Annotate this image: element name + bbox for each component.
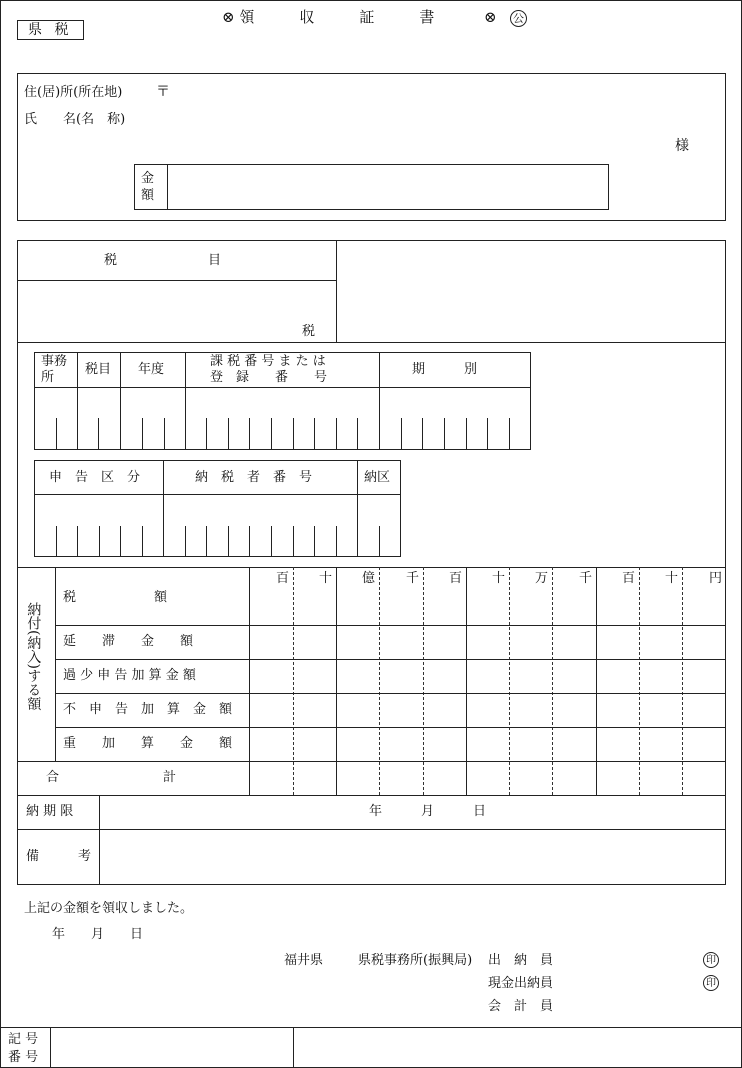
digit-header: 千	[579, 571, 593, 586]
digit-tick	[401, 418, 402, 450]
digit-tick	[56, 526, 57, 557]
public-seal-mark	[510, 10, 527, 27]
codes-col-4	[379, 352, 380, 450]
amounts-top-line	[17, 567, 726, 568]
role-cashier: 出 納 員	[488, 953, 554, 968]
digit-tick	[466, 418, 467, 450]
honorific: 様	[675, 138, 689, 154]
amount-row-label: 不 申 告 加 算 金 額	[63, 702, 233, 717]
amounts-side-label: 納付(納入)する額	[25, 602, 42, 711]
amount-row-label: 重 加 算 金 額	[63, 736, 233, 751]
codes-col-2	[120, 352, 121, 450]
public-seal-label: 公	[510, 10, 527, 27]
amount-divider	[167, 164, 168, 210]
footer-top-line	[0, 1027, 742, 1028]
taxpayer-number-label: 納 税 者 番 号	[195, 470, 313, 485]
declaration-col-1	[163, 460, 164, 557]
record-number-label-2: 番 号	[8, 1050, 39, 1065]
postal-mark: 〒	[156, 84, 170, 100]
tax-number-label-1: 課 税 番 号 ま た は	[210, 354, 326, 369]
total-label: 合 計	[46, 770, 177, 785]
receipt-date: 年 月 日	[52, 927, 144, 942]
receipt-statement: 上記の金額を領収しました。	[24, 901, 194, 916]
digit-tick	[99, 526, 100, 557]
digit-header: 十	[665, 571, 679, 586]
digit-tick	[293, 526, 294, 557]
amount-row-label: 税 額	[63, 590, 168, 605]
digit-tick	[314, 418, 315, 450]
digit-header: 十	[492, 571, 506, 586]
period-label: 期 別	[412, 362, 478, 377]
digit-header: 百	[449, 571, 463, 586]
footer-divider-2	[293, 1027, 294, 1068]
amount-row-label: 過 少 申 告 加 算 金 額	[63, 668, 196, 683]
digit-tick	[357, 418, 358, 450]
declaration-header-line	[34, 494, 401, 495]
codes-header-line	[34, 387, 531, 388]
remarks-label: 備 考	[26, 849, 92, 864]
tax-number-label-2: 登 録 番 号	[210, 370, 328, 385]
amount-box	[134, 164, 609, 210]
digit-tick	[185, 526, 186, 557]
digit-tick	[487, 418, 488, 450]
digit-header: 百	[276, 571, 290, 586]
digit-tick	[509, 418, 510, 450]
digit-tick	[249, 526, 250, 557]
document-title: ⊗ 領 収 証 書	[222, 8, 435, 26]
digit-tick	[444, 418, 445, 450]
digit-tick	[206, 526, 207, 557]
digit-tick	[120, 526, 121, 557]
digit-header: 万	[535, 571, 549, 586]
digit-tick	[422, 418, 423, 450]
amount-label-top: 金	[141, 171, 155, 186]
tax-type-label: 県 税	[28, 22, 73, 38]
amount-row-line	[55, 659, 726, 660]
digit-tick	[77, 526, 78, 557]
tax-item-divider	[336, 240, 337, 342]
tax-item-header-line	[17, 280, 336, 281]
office-name: 県税事務所(振興局)	[358, 953, 473, 968]
digit-tick	[206, 418, 207, 450]
due-date-label: 納 期 限	[26, 804, 74, 819]
role-cash-cashier: 現金出納員	[488, 976, 554, 991]
digit-tick	[98, 418, 99, 450]
year-label: 年度	[138, 362, 165, 377]
codes-col-1	[77, 352, 78, 450]
seal-mark-1	[703, 952, 719, 968]
codes-col-3	[185, 352, 186, 450]
amount-row-label: 延 滞 金 額	[63, 634, 194, 649]
tax-item-suffix: 税	[302, 324, 316, 339]
due-label-divider	[99, 795, 100, 885]
seal-icon: 印	[703, 975, 719, 991]
declaration-col-2	[357, 460, 358, 557]
office-label-1: 事務	[41, 354, 68, 369]
declaration-category-label: 申 告 区 分	[49, 470, 141, 485]
digit-header: 円	[709, 571, 723, 586]
codes-section-top	[17, 342, 726, 343]
tax-code-label: 税目	[85, 362, 112, 377]
tax-item-header: 税 目	[104, 253, 222, 268]
role-accountant: 会 計 員	[488, 999, 554, 1014]
digit-tick	[336, 418, 337, 450]
digit-tick	[271, 526, 272, 557]
digit-tick	[228, 526, 229, 557]
digit-header: 億	[362, 571, 376, 586]
seal-mark-2	[703, 975, 719, 991]
record-number-label-1: 記 号	[8, 1032, 39, 1047]
amount-row-line	[55, 727, 726, 728]
digit-tick	[56, 418, 57, 450]
name-label: 氏 名(名 称)	[24, 112, 126, 127]
digit-tick	[142, 526, 143, 557]
amount-row-line	[55, 625, 726, 626]
payment-zone-label: 納区	[364, 470, 391, 485]
digit-header: 千	[406, 571, 420, 586]
remarks-top-line	[17, 829, 726, 830]
amount-label-bottom: 額	[141, 188, 155, 203]
digit-header: 百	[622, 571, 636, 586]
digit-header: 十	[319, 571, 333, 586]
amount-row-line	[55, 693, 726, 694]
cancel-mark-icon: ⊗	[484, 8, 497, 26]
digit-tick	[249, 418, 250, 450]
amount-row-line	[17, 761, 726, 762]
digit-tick	[164, 418, 165, 450]
seal-icon: 印	[703, 952, 719, 968]
prefecture-name: 福井県	[284, 953, 324, 968]
digit-tick	[293, 418, 294, 450]
digit-tick	[271, 418, 272, 450]
due-top-line	[17, 795, 726, 796]
digit-tick	[379, 526, 380, 557]
office-label-2: 所	[41, 370, 55, 385]
due-date-value: 年 月 日	[369, 804, 487, 819]
address-label: 住(居)所(所在地)	[24, 85, 123, 100]
amounts-side-divider	[55, 567, 56, 761]
digit-tick	[228, 418, 229, 450]
footer-divider-1	[50, 1027, 51, 1068]
digit-tick	[336, 526, 337, 557]
main-form	[17, 240, 726, 885]
digit-tick	[142, 418, 143, 450]
digit-tick	[314, 526, 315, 557]
